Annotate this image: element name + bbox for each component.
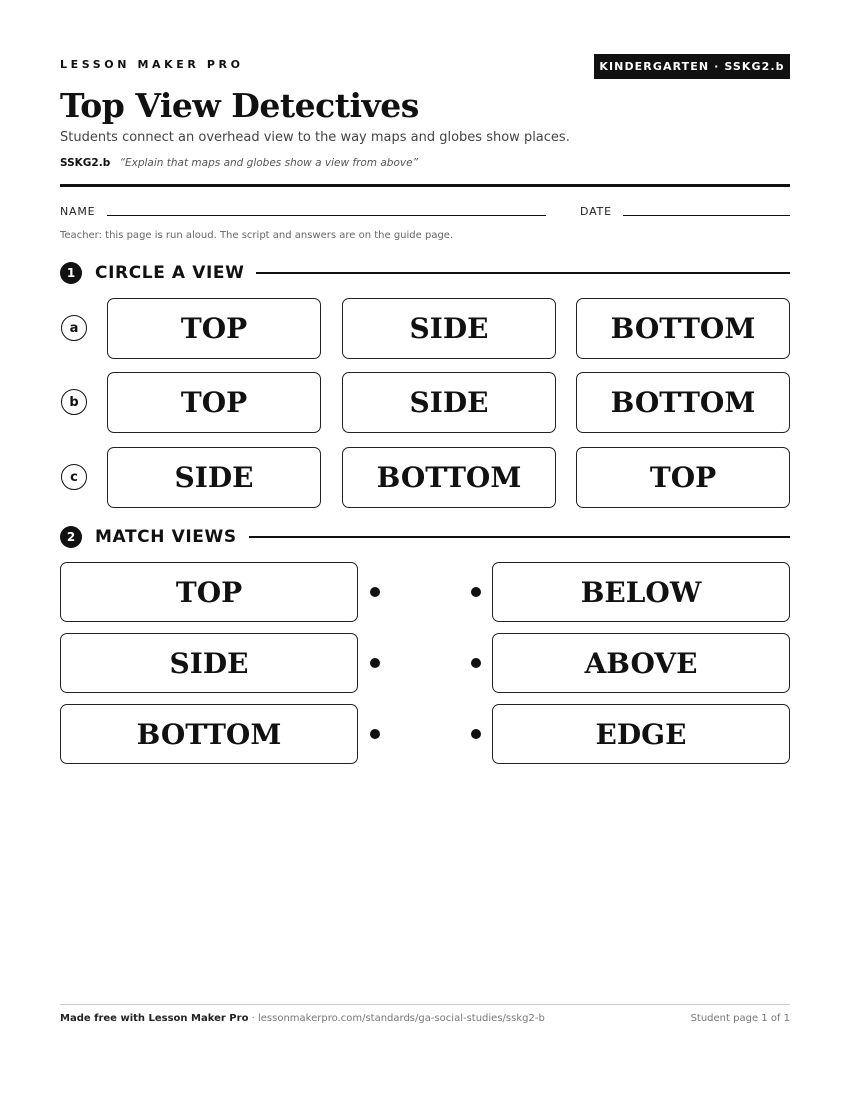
name-label: NAME <box>60 205 96 218</box>
match-right-dot-3[interactable] <box>471 729 481 739</box>
standard-line <box>60 157 418 169</box>
date-label: DATE <box>580 205 612 218</box>
brand-name: LESSON MAKER PRO <box>60 58 244 71</box>
section-2-rule <box>249 536 790 538</box>
row-a-letter: a <box>61 315 87 341</box>
match-left-dot-2[interactable] <box>370 658 380 668</box>
row-c-option-3[interactable]: TOP <box>576 447 790 508</box>
row-c-letter: c <box>61 464 87 490</box>
section-1-rule <box>256 272 790 274</box>
match-right-card-3: EDGE <box>492 704 790 764</box>
name-field[interactable] <box>107 215 546 216</box>
footer-separator: · <box>248 1013 258 1024</box>
match-right-dot-2[interactable] <box>471 658 481 668</box>
footer-made-with: Made free with Lesson Maker Pro <box>60 1013 249 1024</box>
section-2-title: MATCH VIEWS <box>95 527 237 547</box>
teacher-note: Teacher: this page is run aloud. The script and answers are on the guide page. <box>60 230 454 241</box>
row-c-option-1[interactable]: SIDE <box>107 447 321 508</box>
match-left-card-2: SIDE <box>60 633 358 693</box>
footer-divider <box>60 1004 790 1005</box>
date-field[interactable] <box>623 215 790 216</box>
match-right-card-2: ABOVE <box>492 633 790 693</box>
row-a-option-3[interactable]: BOTTOM <box>576 298 790 359</box>
footer-credit <box>60 1013 545 1024</box>
section-1-number: 1 <box>60 262 82 284</box>
match-left-dot-3[interactable] <box>370 729 380 739</box>
section-1-title: CIRCLE A VIEW <box>95 263 245 283</box>
match-right-card-1: BELOW <box>492 562 790 622</box>
match-left-dot-1[interactable] <box>370 587 380 597</box>
match-right-dot-1[interactable] <box>471 587 481 597</box>
row-b-letter: b <box>61 389 87 415</box>
match-left-card-1: TOP <box>60 562 358 622</box>
header-divider <box>60 184 790 187</box>
grade-standard-badge: KINDERGARTEN · SSKG2.b <box>594 54 790 79</box>
row-c-option-2[interactable]: BOTTOM <box>342 447 556 508</box>
standard-text: “Explain that maps and globes show a view from above” <box>119 157 419 169</box>
row-b-option-1[interactable]: TOP <box>107 372 321 433</box>
row-b-option-2[interactable]: SIDE <box>342 372 556 433</box>
footer-page-number: Student page 1 of 1 <box>690 1013 790 1024</box>
standard-code: SSKG2.b <box>60 157 111 169</box>
page-title: Top View Detectives <box>60 86 419 125</box>
row-a-option-2[interactable]: SIDE <box>342 298 556 359</box>
section-2-header <box>60 525 790 549</box>
section-1-header <box>60 261 790 285</box>
row-a-option-1[interactable]: TOP <box>107 298 321 359</box>
match-left-card-3: BOTTOM <box>60 704 358 764</box>
row-b-option-3[interactable]: BOTTOM <box>576 372 790 433</box>
page-subtitle: Students connect an overhead view to the way maps and globes show places. <box>60 130 570 145</box>
footer-url[interactable]: lessonmakerpro.com/standards/ga-social-studies/sskg2-b <box>257 1013 545 1024</box>
section-2-number: 2 <box>60 526 82 548</box>
